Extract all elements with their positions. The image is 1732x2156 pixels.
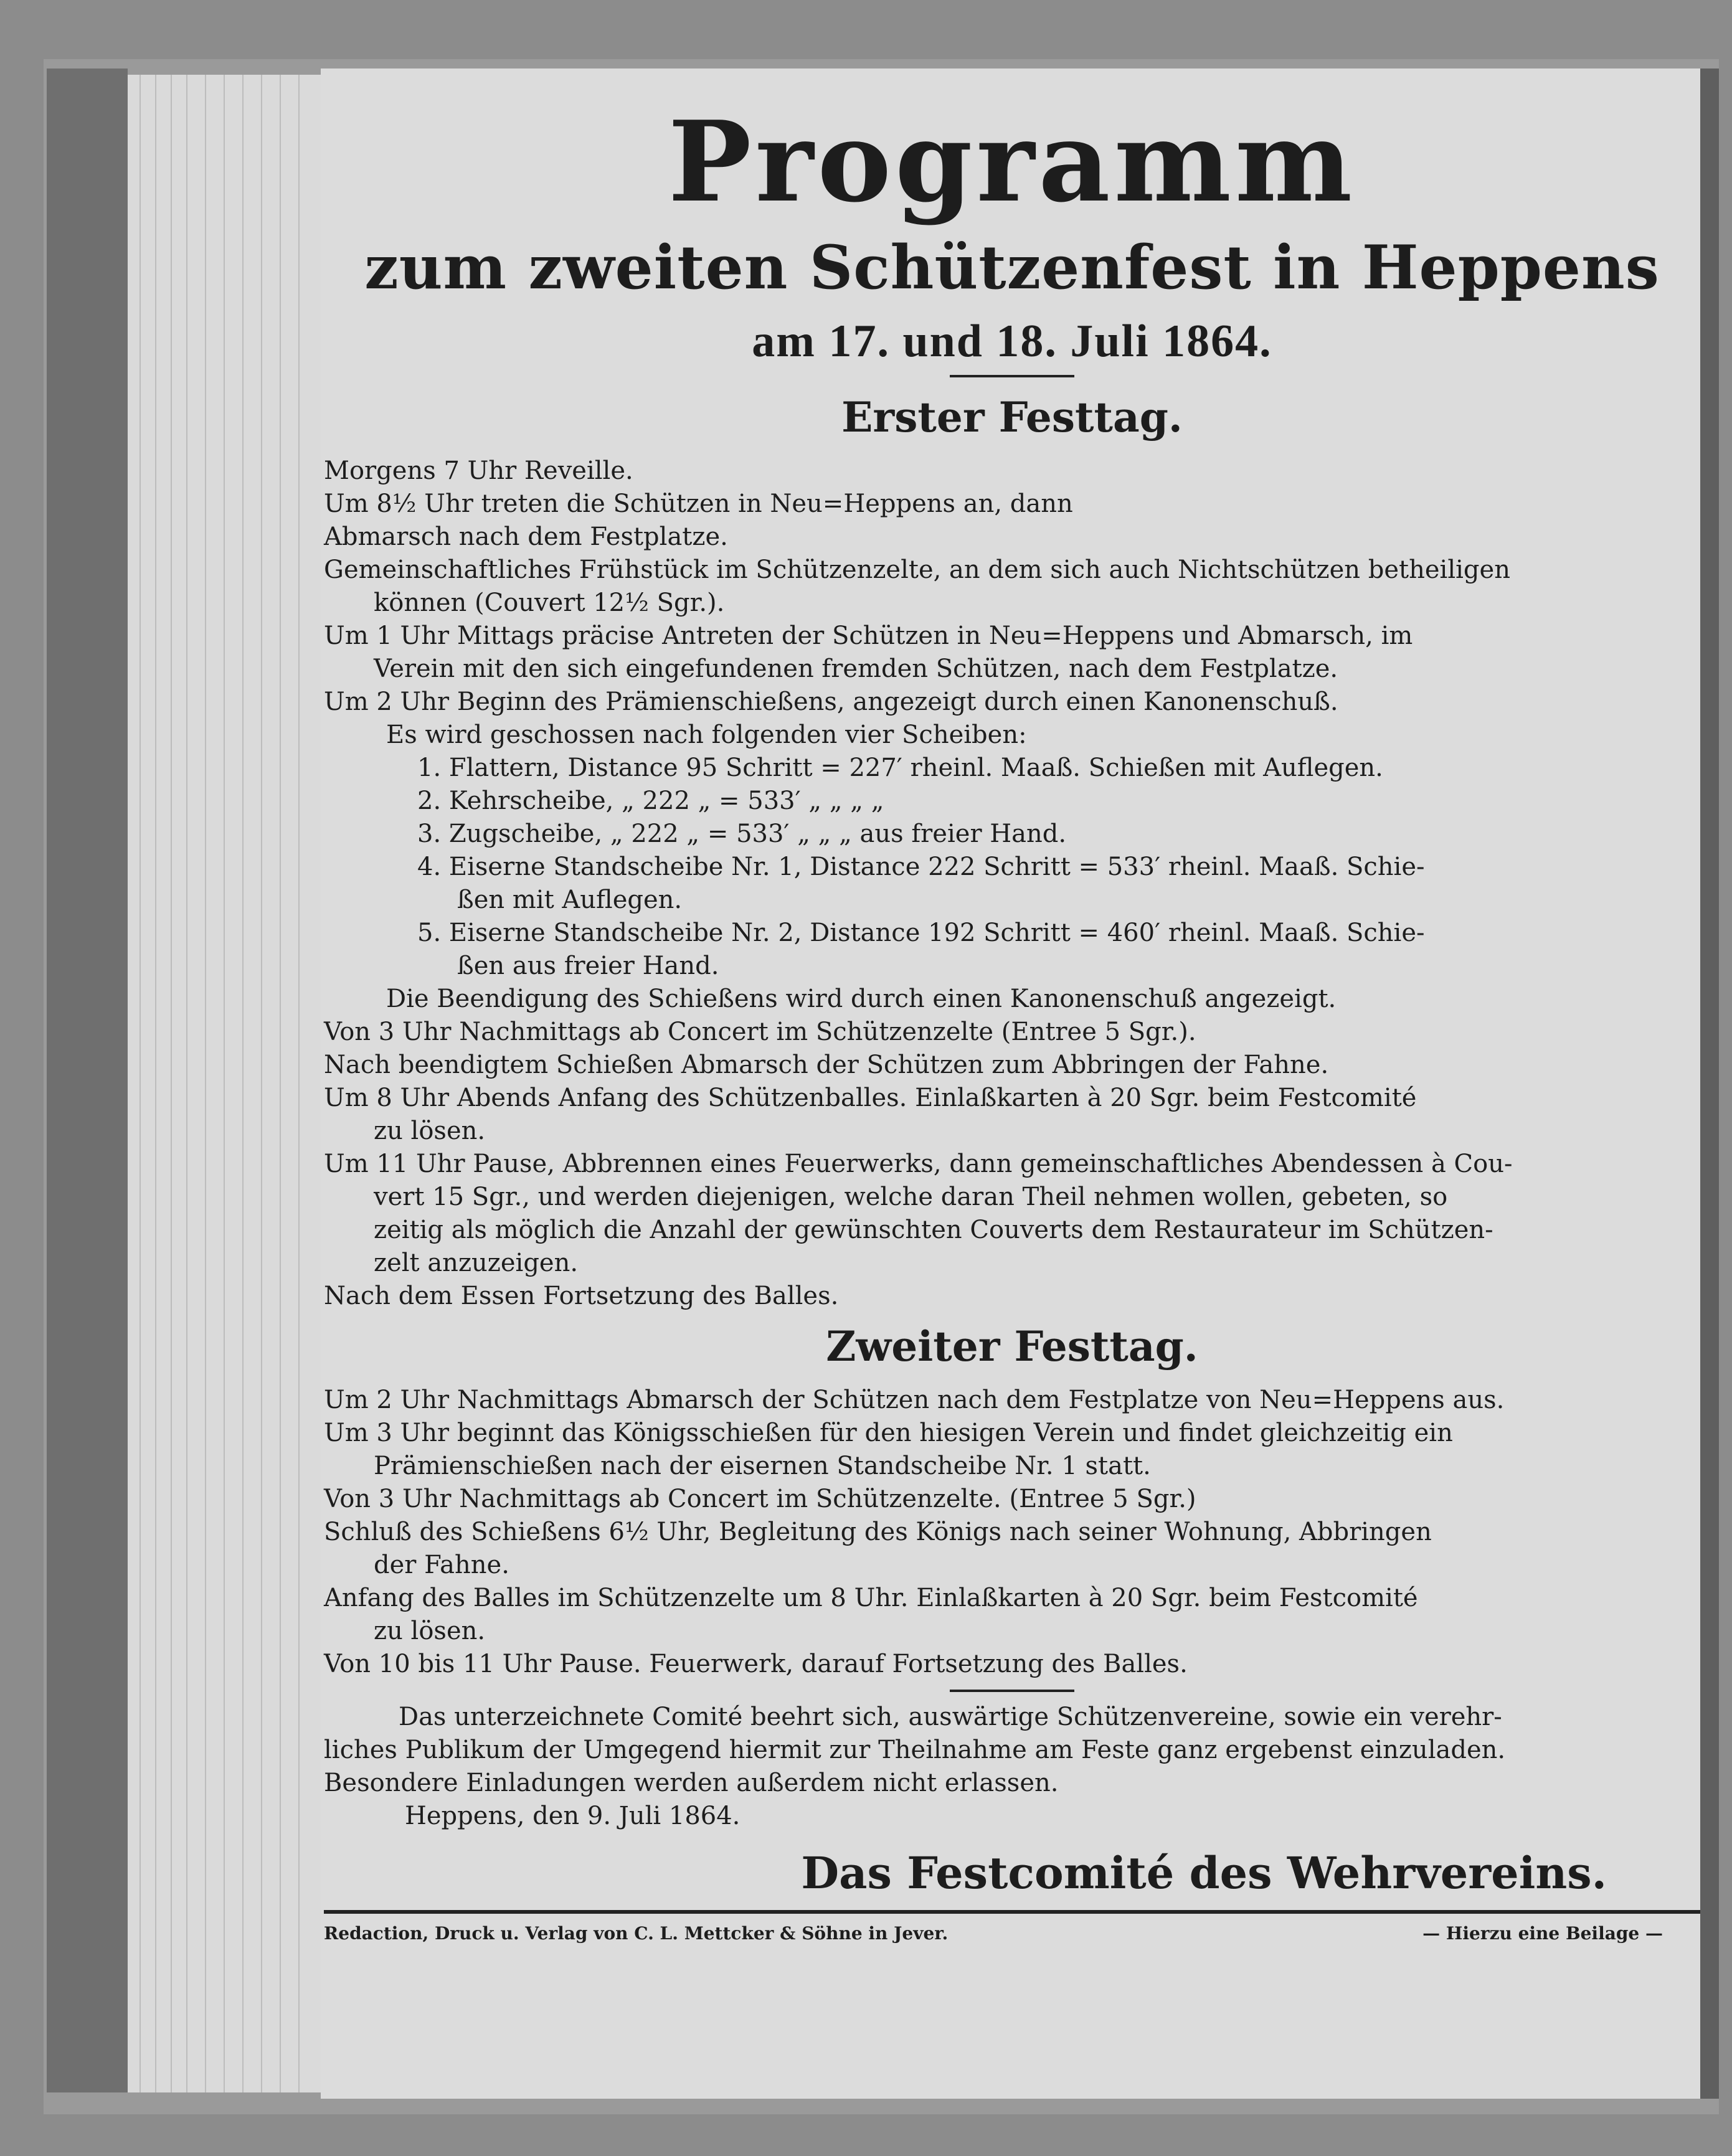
supplement-note: — Hierzu eine Beilage — — [1422, 1923, 1663, 1944]
target-item: 3. Zugscheibe, „ 222 „ = 533′ „ „ „ aus freier Hand. — [417, 820, 1067, 848]
day1-line: Um 2 Uhr Beginn des Prämienschießens, angezeigt durch einen Kanonenschuß. — [324, 688, 1338, 716]
target-item: 4. Eiserne Standscheibe Nr. 1, Distance 222 Schritt = 533′ rheinl. Maaß. Schie- — [417, 853, 1425, 881]
closing-line: Das unterzeichnete Comité beehrt sich, auswärtige Schützenvereine, sowie ein verehr- — [399, 1703, 1502, 1731]
day2-line: Um 3 Uhr beginnt das Königsschießen für den hiesigen Verein und findet gleichzeitig ein — [324, 1419, 1453, 1447]
day2-line: Von 10 bis 11 Uhr Pause. Feuerwerk, darauf Fortsetzung des Balles. — [324, 1650, 1188, 1678]
closing-line: liches Publikum der Umgegend hiermit zur Theilnahme am Feste ganz ergebenst einzuladen. — [324, 1736, 1506, 1764]
closing-section — [324, 1701, 1700, 1908]
day2-line: Von 3 Uhr Nachmittags ab Concert im Schützenzelte. (Entree 5 Sgr.) — [324, 1485, 1196, 1513]
event-date: am 17. und 18. Juli 1864. — [752, 316, 1272, 367]
day2-line: Schluß des Schießens 6½ Uhr, Begleitung des Königs nach seiner Wohnung, Abbringen — [324, 1518, 1432, 1546]
target-item: 5. Eiserne Standscheibe Nr. 2, Distance 192 Schritt = 460′ rheinl. Maaß. Schie- — [417, 919, 1425, 947]
book-cover-edge — [47, 69, 128, 2092]
day1-line: Es wird geschossen nach folgenden vier Scheiben: — [386, 721, 1027, 749]
closing-line: Besondere Einladungen werden außerdem nicht erlassen. — [324, 1769, 1059, 1797]
imprint: Redaction, Druck u. Verlag von C. L. Mettcker & Söhne in Jever. — [324, 1923, 949, 1944]
day1-line: Von 3 Uhr Nachmittags ab Concert im Schützenzelte (Entree 5 Sgr.). — [324, 1018, 1196, 1046]
day1-line: Verein mit den sich eingefundenen fremden Schützen, nach dem Festplatze. — [374, 655, 1338, 683]
day1-section — [324, 455, 1700, 1313]
day2-line: Prämienschießen nach der eisernen Standscheibe Nr. 1 statt. — [374, 1452, 1151, 1480]
day1-line: vert 15 Sgr., und werden diejenigen, welche daran Theil nehmen wollen, gebeten, so — [374, 1183, 1448, 1211]
signature: Das Festcomité des Wehrvereins. — [801, 1847, 1607, 1899]
day1-line: Um 8 Uhr Abends Anfang des Schützenballes. Einlaßkarten à 20 Sgr. beim Festcomité — [324, 1084, 1417, 1112]
day2-heading: Zweiter Festtag. — [826, 1322, 1198, 1371]
day1-line: Um 8½ Uhr treten die Schützen in Neu=Heppens an, dann — [324, 489, 1073, 518]
day1-line: können (Couvert 12½ Sgr.). — [374, 589, 725, 617]
target-item: ßen aus freier Hand. — [457, 952, 719, 980]
day2-line: der Fahne. — [374, 1551, 509, 1579]
day2-section — [324, 1384, 1700, 1681]
day1-line: Abmarsch nach dem Festplatze. — [324, 522, 728, 551]
day1-line: Morgens 7 Uhr Reveille. — [324, 456, 633, 485]
divider — [950, 1690, 1074, 1692]
day2-line: zu lösen. — [374, 1617, 486, 1645]
divider — [950, 375, 1074, 377]
day1-line: Nach dem Essen Fortsetzung des Balles. — [324, 1282, 839, 1310]
day1-line: zeitig als möglich die Anzahl der gewünschten Couverts dem Restaurateur im Schützen- — [374, 1216, 1493, 1244]
day2-line: Um 2 Uhr Nachmittags Abmarsch der Schützen nach dem Festplatze von Neu=Heppens aus. — [324, 1386, 1505, 1414]
day1-line: Gemeinschaftliches Frühstück im Schützenzelte, an dem sich auch Nichtschützen betheiligen — [324, 556, 1510, 584]
day1-line: zelt anzuzeigen. — [374, 1249, 579, 1277]
day1-heading: Erster Festtag. — [841, 393, 1183, 442]
target-item: 2. Kehrscheibe, „ 222 „ = 533′ „ „ „ „ — [417, 787, 884, 815]
day1-line: Um 11 Uhr Pause, Abbrennen eines Feuerwerks, dann gemeinschaftliches Abendessen à Cou- — [324, 1150, 1513, 1178]
day1-line: zu lösen. — [374, 1117, 486, 1145]
document-title: Programm — [668, 97, 1356, 227]
page-right-edge — [1700, 69, 1719, 2099]
day2-line: Anfang des Balles im Schützenzelte um 8 Uhr. Einlaßkarten à 20 Sgr. beim Festcomité — [324, 1584, 1418, 1612]
footer-rule — [324, 1910, 1700, 1914]
target-item: ßen mit Auflegen. — [457, 886, 683, 914]
document-subtitle: zum zweiten Schützenfest in Heppens — [364, 232, 1660, 303]
day1-line: Um 1 Uhr Mittags präcise Antreten der Schützen in Neu=Heppens und Abmarsch, im — [324, 622, 1413, 650]
day1-line: Nach beendigtem Schießen Abmarsch der Schützen zum Abbringen der Fahne. — [324, 1051, 1329, 1079]
target-item: 1. Flattern, Distance 95 Schritt = 227′ rheinl. Maaß. Schießen mit Auflegen. — [417, 754, 1383, 782]
document-page — [324, 75, 1700, 2092]
day1-line: Die Beendigung des Schießens wird durch einen Kanonenschuß angezeigt. — [386, 985, 1337, 1013]
place-date: Heppens, den 9. Juli 1864. — [405, 1802, 741, 1830]
footer — [324, 1921, 1700, 1946]
